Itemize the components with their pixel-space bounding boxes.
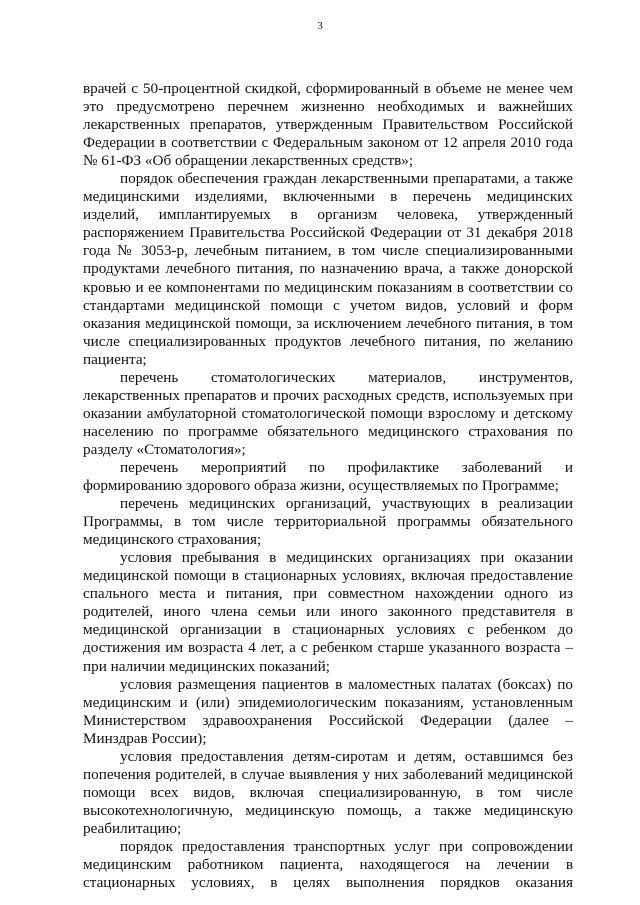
paragraph-6: условия пребывания в медицинских организациях при оказании медицинской помощи в стационарных условиях, включая предоставление спального места и питания, при совместном нахождении одного из родителей, иного члена семьи или иного законного представителя в медицинской организации в стационарных условиях с ребенком до достижения им возраста 4 лет, а с ребенком старше указанного возраста – при наличии медицинских показаний; [83, 549, 573, 675]
page-number: 3 [317, 20, 323, 32]
paragraph-9: порядок предоставления транспортных услуг при сопровождении медицинским работником пациента, находящегося на лечении в стационарных условиях, в целях выполнения порядков оказания [83, 837, 573, 892]
paragraph-5: перечень медицинских организаций, участвующих в реализации Программы, в том числе территориальной программы обязательного медицинского страхования; [83, 495, 573, 549]
paragraph-1: врачей с 50-процентной скидкой, сформированный в объеме не менее чем это предусмотрено перечнем жизненно необходимых и важнейших лекарственных препаратов, утвержденным Правительством Российской Федерации в соответствии с Федеральным законом от 12 апреля 2010 года № 61-ФЗ «Об обращении лекарственных средств»; [83, 80, 573, 170]
paragraph-7: условия размещения пациентов в маломестных палатах (боксах) по медицинским и (или) эпидемиологическим показаниям, установленным Министерством здравоохранения Российской Федерации (далее – Минздрав России); [83, 675, 573, 747]
paragraph-2: порядок обеспечения граждан лекарственными препаратами, а также медицинскими изделиями, включенными в перечень медицинских изделий, имплантируемых в организм человека, утвержденный распоряжением Правительства Российской Федерации от 31 декабря 2018 года № 3053-р, лечебным питанием, в том числе специализированными продуктами лечебного питания, по назначению врача, а также донорской кровью и ее компонентами по медицинским показаниям в соответствии со стандартами медицинской помощи с учетом видов, условий и форм оказания медицинской помощи, за исключением лечебного питания, в том числе специализированных продуктов лечебного питания, по желанию пациента; [83, 170, 573, 368]
paragraph-3: перечень стоматологических материалов, инструментов, лекарственных препаратов и прочих расходных средств, используемых при оказании амбулаторной стоматологической помощи взрослому и детскому населению по программе обязательного медицинского страхования по разделу «Стоматология»; [83, 368, 573, 458]
paragraph-4: перечень мероприятий по профилактике заболеваний и формированию здорового образа жизни, осуществляемых по Программе; [83, 458, 573, 495]
paragraph-8: условия предоставления детям-сиротам и детям, оставшимся без попечения родителей, в случае выявления у них заболеваний медицинской помощи всех видов, включая специализированную, в том числе высокотехнологичную, медицинскую помощь, а также медицинскую реабилитацию; [83, 747, 573, 837]
page-body [83, 80, 573, 892]
